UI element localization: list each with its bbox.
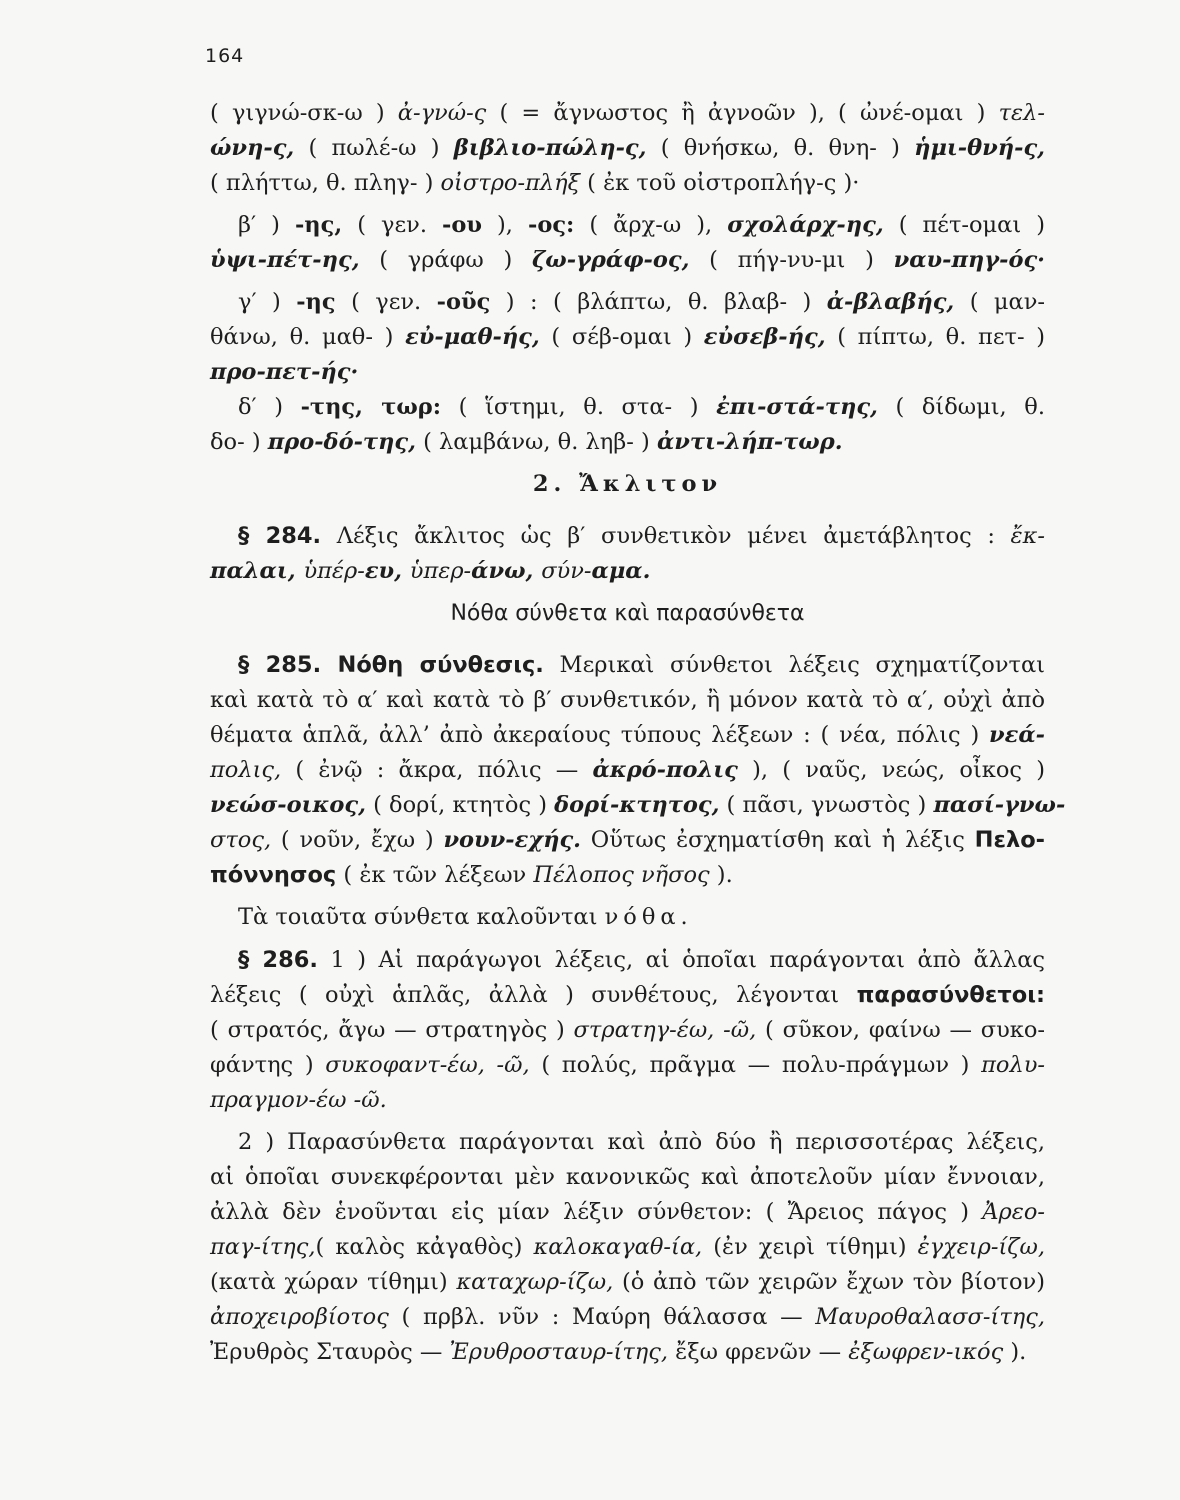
- text-run: ( σῦκον, φαίνω — συκο-: [756, 1017, 1046, 1043]
- text-run: ( ἵστημι, θ. στα- ): [441, 394, 717, 420]
- text-line: [210, 357, 1045, 387]
- text-run-bsans: § 284.: [238, 523, 322, 549]
- text-run-bi: προ-δό-της,: [267, 429, 416, 455]
- text-line: [238, 210, 1045, 240]
- text-line: [210, 469, 1045, 499]
- text-run: ( πολύς, πρᾶγμα — πολυ-πράγμων ): [529, 1052, 982, 1078]
- text-run: φάντης ): [210, 1052, 326, 1078]
- text-run: ἔξω φρενῶν —: [668, 1339, 849, 1365]
- text-run: β′ ): [238, 212, 295, 238]
- text-line: [238, 650, 1045, 680]
- text-run-i: συκοφαντ-έω, -ῶ,: [325, 1052, 530, 1078]
- text-run: ),: [481, 212, 528, 238]
- text-run-bsans: πόννησος: [210, 862, 337, 888]
- text-run: ( δορί, κτητὸς ): [365, 792, 555, 818]
- text-run-b: -ης: [296, 289, 336, 315]
- text-run: (ὁ ἀπὸ τῶν χειρῶν ἔχων τὸν βίοτον): [613, 1269, 1045, 1295]
- text-run: ἀλλὰ δὲν ἑνοῦνται εἰς μίαν λέξιν σύνθετον: ( Ἄρειος πάγος ): [210, 1199, 983, 1225]
- text-line: [210, 168, 1045, 198]
- text-run-bi: άνω,: [471, 558, 542, 584]
- text-run-bi: ἀκρό-πολις: [592, 757, 738, 783]
- text-run-i: καλοκαγαθ-ία,: [533, 1234, 703, 1260]
- text-line: [210, 755, 1045, 785]
- text-run-i: Πέλοπος νῆσος: [533, 862, 710, 888]
- text-run-i: πολυ-: [981, 1052, 1045, 1078]
- text-run-i: πραγμον-έω -ῶ.: [210, 1087, 387, 1113]
- text-run: Τὰ τοιαῦτα σύνθετα καλοῦνται: [238, 904, 605, 930]
- text-run-bsp: 2. Ἄκλιτον: [532, 471, 723, 497]
- text-run-bi: ἐπι-στά-της,: [716, 394, 878, 420]
- text-run-bi: προ-πετ-ής·: [210, 359, 359, 385]
- text-run: ( νοῦν, ἔχω ): [271, 827, 444, 853]
- text-run: 1 ) Αἱ παράγωγοι λέξεις, αἱ ὁποῖαι παράγονται ἀπὸ ἄλλας: [317, 947, 1045, 973]
- text-line: [210, 790, 1066, 820]
- text-line: [210, 1337, 1045, 1367]
- text-run-b: -της, τωρ:: [300, 394, 442, 420]
- text-run: (ἐν χειρὶ τίθημι): [702, 1234, 918, 1260]
- text-run: ( σέβ-ομαι ): [539, 324, 704, 350]
- text-run: Λέξις ἄκλιτος ὡς β′ συνθετικὸν μένει ἀμετάβλητος :: [321, 523, 1011, 549]
- text-run-i: πολις,: [210, 757, 282, 783]
- text-run: ( ἐκ τοῦ οἰστροπλήγ-ς )·: [580, 170, 860, 196]
- text-run-i: ἀ-γνώ-ς: [397, 100, 487, 126]
- text-run: (κατὰ χώραν τίθημι): [210, 1269, 457, 1295]
- text-run: ( πλήττω, θ. πληγ- ): [210, 170, 441, 196]
- text-run-i: ἔκ-: [1010, 523, 1045, 549]
- text-run: ( ἐκ τῶν λέξεων: [336, 862, 534, 888]
- text-run: ).: [1003, 1339, 1027, 1365]
- text-line: [210, 1267, 1045, 1297]
- text-run-i: καταχωρ-ίζω,: [456, 1269, 614, 1295]
- text-run-bi: ζω-γράφ-ος,: [531, 247, 690, 273]
- text-run: ( = ἄγνωστος ἢ ἀγνοῶν ), ( ὠνέ-ομαι ): [486, 100, 999, 126]
- text-run-bi: νεώσ-οικος,: [210, 792, 366, 818]
- text-line: [238, 392, 1045, 422]
- text-line: [238, 287, 1045, 317]
- text-run-i: ἐξωφρεν-ικός: [848, 1339, 1004, 1365]
- text-run-bi: σχολάρχ-ης,: [727, 212, 884, 238]
- text-run: Ἐρυθρὸς Σταυρὸς —: [210, 1339, 450, 1365]
- text-run-bi: πασί-γνω-: [933, 792, 1066, 818]
- text-run-b: -ης,: [294, 212, 343, 238]
- text-run-bi: βιβλιο-πώλη-ς,: [453, 135, 647, 161]
- text-run-bi: ἀ-βλαβής,: [826, 289, 955, 315]
- text-line: [210, 980, 1045, 1010]
- text-line: [238, 1127, 1045, 1157]
- text-line: [210, 1232, 1045, 1262]
- text-run: ( δίδωμι, θ.: [877, 394, 1045, 420]
- text-line: [210, 556, 1045, 586]
- text-run: ( πωλέ-ω ): [294, 135, 454, 161]
- text-run-i: παγ-ίτης,: [210, 1234, 316, 1260]
- text-line: [210, 825, 1045, 855]
- text-run-i: οἰστρο-πλήξ: [440, 170, 580, 196]
- text-run: ( γεν.: [335, 289, 437, 315]
- text-run-bi: δορί-κτητος,: [554, 792, 720, 818]
- text-run-bi: νεά-: [989, 722, 1045, 748]
- text-run: ( λαμβάνω, θ. ληβ- ): [415, 429, 657, 455]
- text-run: δ′ ): [238, 394, 301, 420]
- text-run: ( πίπτω, θ. πετ- ): [825, 324, 1045, 350]
- text-run-bi: ὑψι-πέτ-ης,: [210, 247, 360, 273]
- text-run: ( μαν-: [954, 289, 1046, 315]
- text-run-bi: ευ,: [364, 558, 410, 584]
- text-line: [210, 720, 1045, 750]
- text-line: [210, 1085, 1045, 1115]
- text-run: θάνω, θ. μαθ- ): [210, 324, 406, 350]
- text-run: λέξεις ( οὐχὶ ἁπλᾶς, ἀλλὰ ) συνθέτους, λέγονται: [210, 982, 857, 1008]
- text-run: ( πέτ-ομαι ): [883, 212, 1046, 238]
- text-line: [210, 245, 1045, 275]
- text-run: ) : ( βλάπτω, θ. βλαβ- ): [490, 289, 827, 315]
- text-run-i: Μαυροθαλασσ-ίτης,: [815, 1304, 1045, 1330]
- text-run-bi: εὐσεβ-ής,: [703, 324, 826, 350]
- text-run-b: -οῦς: [436, 289, 491, 315]
- text-run: ( στρατός, ἄγω — στρατηγὸς ): [210, 1017, 574, 1043]
- text-run-bi: ναυ-πηγ-ός·: [893, 247, 1046, 273]
- text-run: ( καλὸς κἀγαθὸς): [315, 1234, 534, 1260]
- text-run: γ′ ): [238, 289, 297, 315]
- text-run-i: ἀποχειροβίοτος: [210, 1304, 389, 1330]
- text-line: [210, 860, 1045, 890]
- text-run-bsans: § 286.: [238, 947, 318, 973]
- text-run-bi: ἡμι-θνή-ς,: [914, 135, 1045, 161]
- text-run-bi: ώνη-ς,: [210, 135, 295, 161]
- text-run-i: ὑπερ-: [409, 558, 472, 584]
- text-run-bsans: Πελο-: [974, 827, 1045, 853]
- text-run: ).: [709, 862, 733, 888]
- text-run-b: -ου: [442, 212, 482, 238]
- text-run-i: σύν-: [541, 558, 592, 584]
- text-run: ( θνήσκω, θ. θνη- ): [646, 135, 915, 161]
- text-run-i: ἐγχειρ-ίζω,: [917, 1234, 1045, 1260]
- text-run-bi: εὐ-μαθ-ής,: [405, 324, 540, 350]
- text-line: [210, 1302, 1045, 1332]
- text-line: [210, 98, 1045, 128]
- text-run-sp: νόθα.: [604, 904, 693, 930]
- text-line: [238, 945, 1045, 975]
- text-run: ( γεν.: [342, 212, 443, 238]
- text-run-i: Ἀρεο-: [982, 1199, 1045, 1225]
- text-line: [210, 1050, 1045, 1080]
- text-run: ( γιγνώ-σκ-ω ): [210, 100, 398, 126]
- text-line: [210, 1015, 1045, 1045]
- text-run: 2 ) Παρασύνθετα παράγονται καὶ ἀπὸ δύο ἢ περισσοτέρας λέξεις,: [238, 1129, 1045, 1155]
- text-line: [210, 427, 1045, 457]
- text-run-bsans: παρασύνθετοι:: [856, 982, 1045, 1008]
- text-run: ( πήγ-νυ-μι ): [689, 247, 894, 273]
- text-run-i: Ἐρυθροσταυρ-ίτης,: [449, 1339, 669, 1365]
- text-run: ( γράφω ): [359, 247, 532, 273]
- text-run-bi: παλαι,: [210, 558, 304, 584]
- text-line: [238, 521, 1045, 551]
- text-run: ), ( ναῦς, νεώς, οἶκος ): [737, 757, 1045, 783]
- text-line: [210, 685, 1045, 715]
- text-run: αἱ ὁποῖαι συνεκφέρονται μὲν κανονικῶς καὶ ἀποτελοῦν μίαν ἔννοιαν,: [210, 1164, 1045, 1190]
- text-run: Οὕτως ἐσχηματίσθη καὶ ἡ λέξις: [581, 827, 975, 853]
- text-run-bi: νουν-εχής.: [443, 827, 581, 853]
- text-run: ( πᾶσι, γνωστὸς ): [719, 792, 934, 818]
- text-run: ( ἄρχ-ω ),: [574, 212, 728, 238]
- text-run-i: ὑπέρ-: [303, 558, 365, 584]
- text-run-i: στος,: [210, 827, 272, 853]
- text-run: ( πρβλ. νῦν : Μαύρη θάλασσα —: [388, 1304, 816, 1330]
- text-run-b: -ος:: [527, 212, 575, 238]
- text-line: [210, 322, 1045, 352]
- text-run-i: τελ-: [998, 100, 1045, 126]
- page-number: 164: [205, 45, 245, 67]
- text-line: [210, 133, 1045, 163]
- text-run-bi: αμα.: [591, 558, 651, 584]
- text-run: Μερικαὶ σύνθετοι λέξεις σχηματίζονται: [543, 652, 1045, 678]
- text-run: θέματα ἁπλᾶ, ἀλλ’ ἀπὸ ἀκεραίους τύπους λέξεων : ( νέα, πόλις ): [210, 722, 990, 748]
- text-line: [210, 1197, 1045, 1227]
- text-run-bsans: § 285. Νόθη σύνθεσις.: [238, 652, 544, 678]
- text-run-bi: ἀντι-λήπ-τωρ.: [656, 429, 843, 455]
- text-run: ( ἐνῷ : ἄκρα, πόλις —: [281, 757, 593, 783]
- text-run: καὶ κατὰ τὸ α′ καὶ κατὰ τὸ β′ συνθετικόν, ἢ μόνον κατὰ τὸ α′, οὐχὶ ἀπὸ: [210, 687, 1045, 713]
- text-line: [210, 1162, 1045, 1192]
- text-run-sub: Νόθα σύνθετα καὶ παρασύνθετα: [450, 601, 805, 626]
- text-line: [210, 598, 1045, 629]
- text-run-i: στρατηγ-έω, -ῶ,: [573, 1017, 757, 1043]
- text-line: [238, 902, 1045, 932]
- text-run: δο- ): [210, 429, 268, 455]
